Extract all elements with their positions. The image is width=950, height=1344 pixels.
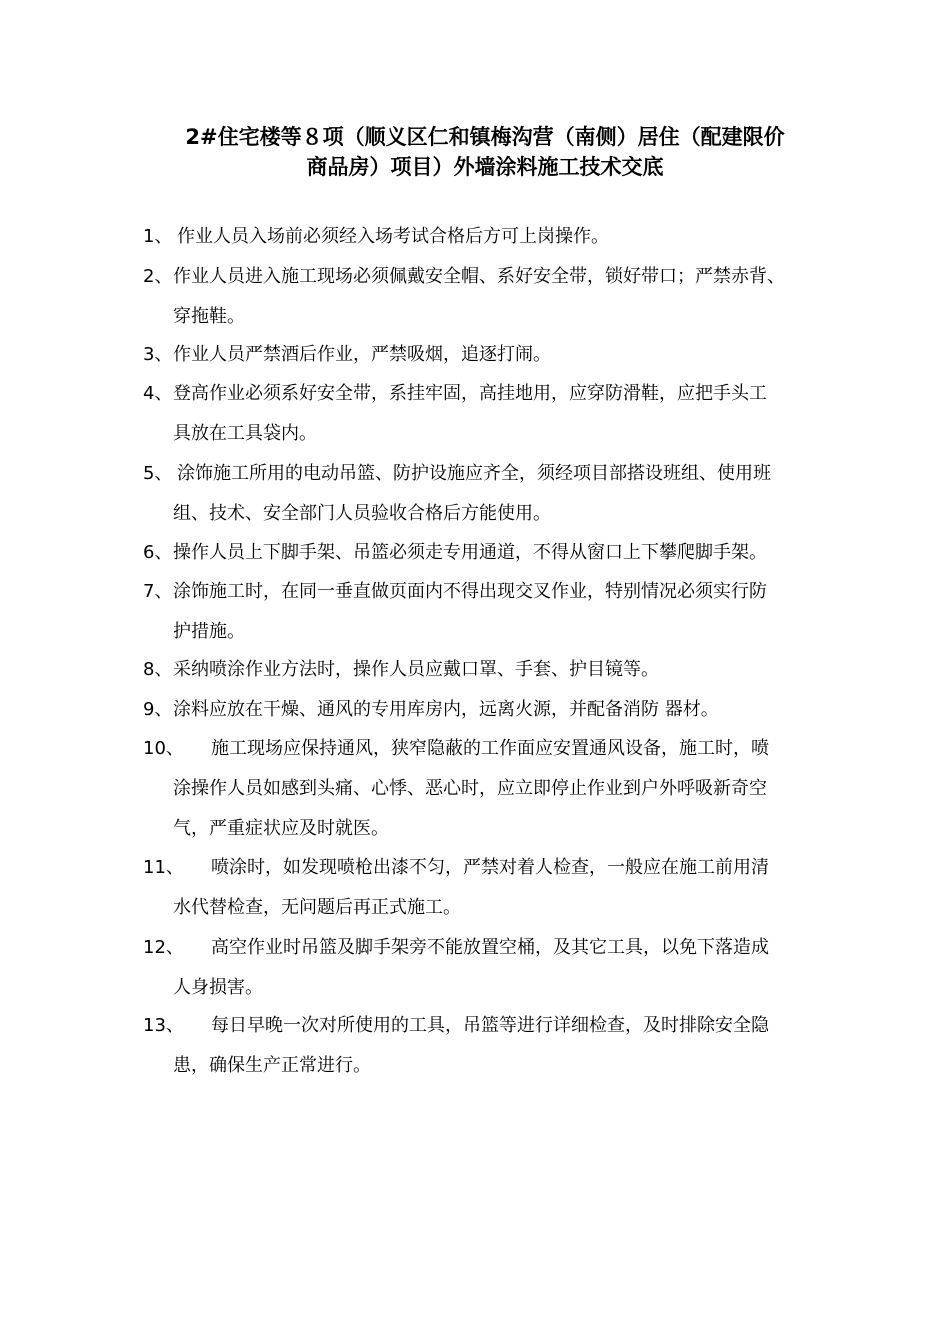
list-item <box>143 335 823 375</box>
item-text: 涂饰施工时，在同一垂直做页面内不得出现交叉作业，特别情况必须实行防 <box>173 581 767 602</box>
list-item <box>143 848 823 928</box>
list-item <box>143 572 823 652</box>
item-number: 7、 <box>143 581 173 602</box>
list-item <box>143 1006 823 1086</box>
list-item <box>143 729 823 849</box>
document-title <box>100 122 870 182</box>
item-number: 8、 <box>143 659 173 680</box>
item-text-continued: 涂操作人员如感到头痛、心悸、恶心时，应立即停止作业到户外呼吸新奇空 <box>173 778 767 799</box>
item-text: 操作人员上下脚手架、吊篮必须走专用通道，不得从窗口上下攀爬脚手架。 <box>173 542 767 563</box>
item-text: 涂料应放在干燥、通风的专用库房内，远离火源，并配备消防 器材。 <box>173 699 719 720</box>
item-text: 每日早晚一次对所使用的工具，吊篮等进行详细检查，及时排除安全隐 <box>211 1015 769 1036</box>
list-item <box>143 374 823 454</box>
item-number: 12、 <box>143 937 184 958</box>
list-item <box>143 533 823 573</box>
item-number: 6、 <box>143 542 173 563</box>
item-text-continued: 穿拖鞋。 <box>173 306 245 327</box>
item-number: 13、 <box>143 1015 184 1036</box>
item-number: 9、 <box>143 699 173 720</box>
item-text-continued: 水代替检查，无问题后再正式施工。 <box>173 897 461 918</box>
item-text: 高空作业时吊篮及脚手架旁不能放置空桶，及其它工具，以免下落造成 <box>211 937 769 958</box>
item-text-continued: 气，严重症状应及时就医。 <box>173 818 389 839</box>
item-number: 10、 <box>143 738 184 759</box>
item-text: 采纳喷涂作业方法时，操作人员应戴口罩、手套、护目镜等。 <box>173 659 659 680</box>
item-text-continued: 患，确保生产正常进行。 <box>173 1055 371 1076</box>
item-text: 登高作业必须系好安全带，系挂牢固，高挂地用，应穿防滑鞋，应把手头工 <box>173 383 767 404</box>
list-item <box>143 690 823 730</box>
list-item <box>143 217 823 257</box>
item-text: 作业人员进入施工现场必须佩戴安全帽、系好安全带，锁好带口；严禁赤背、 <box>173 266 785 287</box>
item-number: 3、 <box>143 344 173 365</box>
item-number: 11、 <box>143 857 184 878</box>
item-text: 施工现场应保持通风，狭窄隐蔽的工作面应安置通风设备，施工时，喷 <box>211 738 769 759</box>
list-item <box>143 454 823 534</box>
item-number: 2、 <box>143 266 173 287</box>
item-number: 1、 <box>143 226 173 247</box>
list-item <box>143 650 823 690</box>
item-text-continued: 具放在工具袋内。 <box>173 423 317 444</box>
title-line-1: 2#住宅楼等８项（顺义区仁和镇梅沟营（南侧）居住（配建限价 <box>185 125 785 149</box>
item-text-continued: 人身损害。 <box>173 977 263 998</box>
item-number: 5、 <box>143 463 173 484</box>
item-text-continued: 护措施。 <box>173 621 245 642</box>
list-item <box>143 257 823 337</box>
item-number: 4、 <box>143 383 173 404</box>
item-text: 涂饰施工所用的电动吊篮、防护设施应齐全，须经项目部搭设班组、使用班 <box>177 463 771 484</box>
item-text: 作业人员严禁酒后作业，严禁吸烟，追逐打闹。 <box>173 344 551 365</box>
item-text-continued: 组、技术、安全部门人员验收合格后方能使用。 <box>173 503 551 524</box>
item-text: 喷涂时，如发现喷枪出漆不匀，严禁对着人检查，一般应在施工前用清 <box>211 857 769 878</box>
title-line-2: 商品房）项目）外墙涂料施工技术交底 <box>306 155 664 179</box>
item-text: 作业人员入场前必须经入场考试合格后方可上岗操作。 <box>177 226 609 247</box>
list-item <box>143 928 823 1008</box>
